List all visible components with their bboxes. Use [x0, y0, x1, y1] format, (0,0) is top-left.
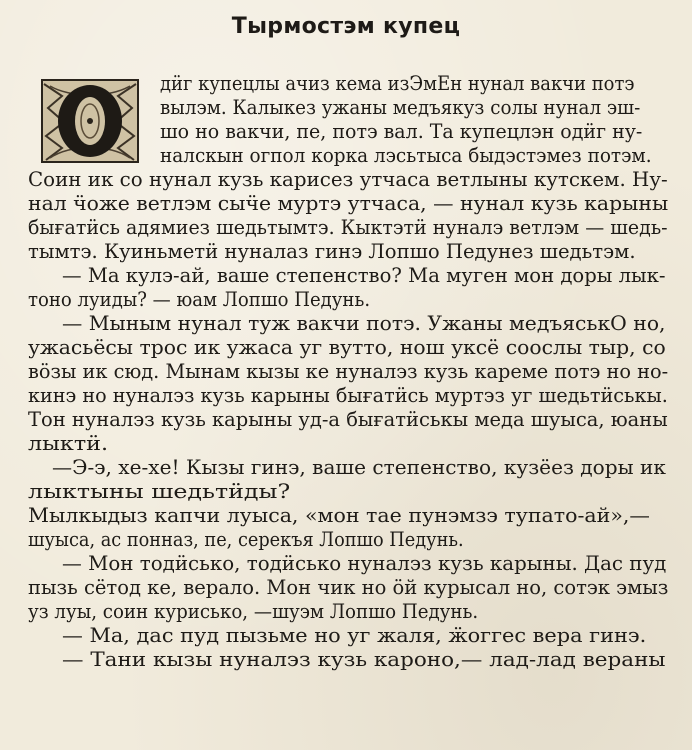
text-line: шо но вакчи, пе, потэ вал. Та купецлэн одӥг ну-: [160, 120, 643, 143]
text-line: налскын огпол корка лэсьтыса быдэстэмез потэм.: [160, 144, 652, 167]
text-line: дӥг купецлы ачиз кема изЭмЕн нунал вакчи потэ: [160, 72, 635, 95]
text-line: тоно луиды? — юам Лопшо Педунь.: [28, 288, 371, 311]
text-line: вöзы ик сюд. Мынам кызы ке нуналэз кузь кареме потэ но но-: [28, 360, 669, 383]
text-line: —Э-э, хе-хе! Кызы гинэ, ваше степенство, кузёез доры ик: [52, 456, 666, 479]
text-line: — Ма кулэ-ай, ваше степенство? Ма муген мон доры лык-: [62, 264, 666, 287]
text-line: пызь сётод ке, верало. Мон чик но ӧй курысал но, сотэк эмыз: [28, 576, 669, 599]
page-title: Тырмостэм купец: [231, 14, 461, 39]
text-line: кинэ но нуналэз кузь карыны бығатӥсь муртэз уг шедьтӥськы.: [28, 384, 668, 407]
text-line: бығатӥсь адямиез шедьтымтэ. Кыктэтӥ нуналэ ветлэм — шедь-: [28, 216, 668, 239]
text-line: — Ма, дас пуд пызьме но уг жаля, ӝоггес вера гинэ.: [62, 624, 647, 647]
text-line: вылэм. Калыкез ужаны медъякуз солы нунал эш-: [160, 96, 641, 119]
text-line: — Тани кызы нуналэз кузь кароно,— лад-лад вераны: [62, 648, 666, 671]
text-line: лыктыны шедьтӥды?: [28, 480, 291, 503]
text-line: лыктӥ.: [28, 432, 109, 455]
text-line: Мылкыдыз капчи луыса, «мон тае пунэмзэ тупато-ай»,—: [28, 504, 650, 527]
text-line: шуыса, ас понназ, пе, серекъя Лопшо Педунь.: [28, 528, 464, 551]
text-line: — Мыным нунал туж вакчи потэ. Ужаны медъяськО но,: [62, 312, 666, 335]
text-line: Соин ик со нунал кузь карисез утчаса ветлыны кутскем. Ну-: [28, 168, 668, 191]
text-line: тымтэ. Куиньметӥ нуналаз гинэ Лопшо Педунез шедьтэм.: [28, 240, 636, 263]
text-line: — Мон тодӥсько, тодӥсько нуналэз кузь карыны. Дас пуд: [62, 552, 667, 575]
text-line: нал ӵоже ветлэм сыӵе муртэ утчаса, — нунал кузь карыны: [28, 192, 669, 215]
ornamental-dropcap-icon: [40, 78, 140, 164]
text-line: уз луы, соин курисько, —шуэм Лопшо Педунь.: [28, 600, 479, 623]
text-line: ужасьёсы трос ик ужаса уг вутто, нош укcё сооcлы тыр, со: [28, 336, 666, 359]
text-line: Тон нуналэз кузь карыны уд-а бығатӥськы меда шуыса, юаны: [28, 408, 668, 431]
